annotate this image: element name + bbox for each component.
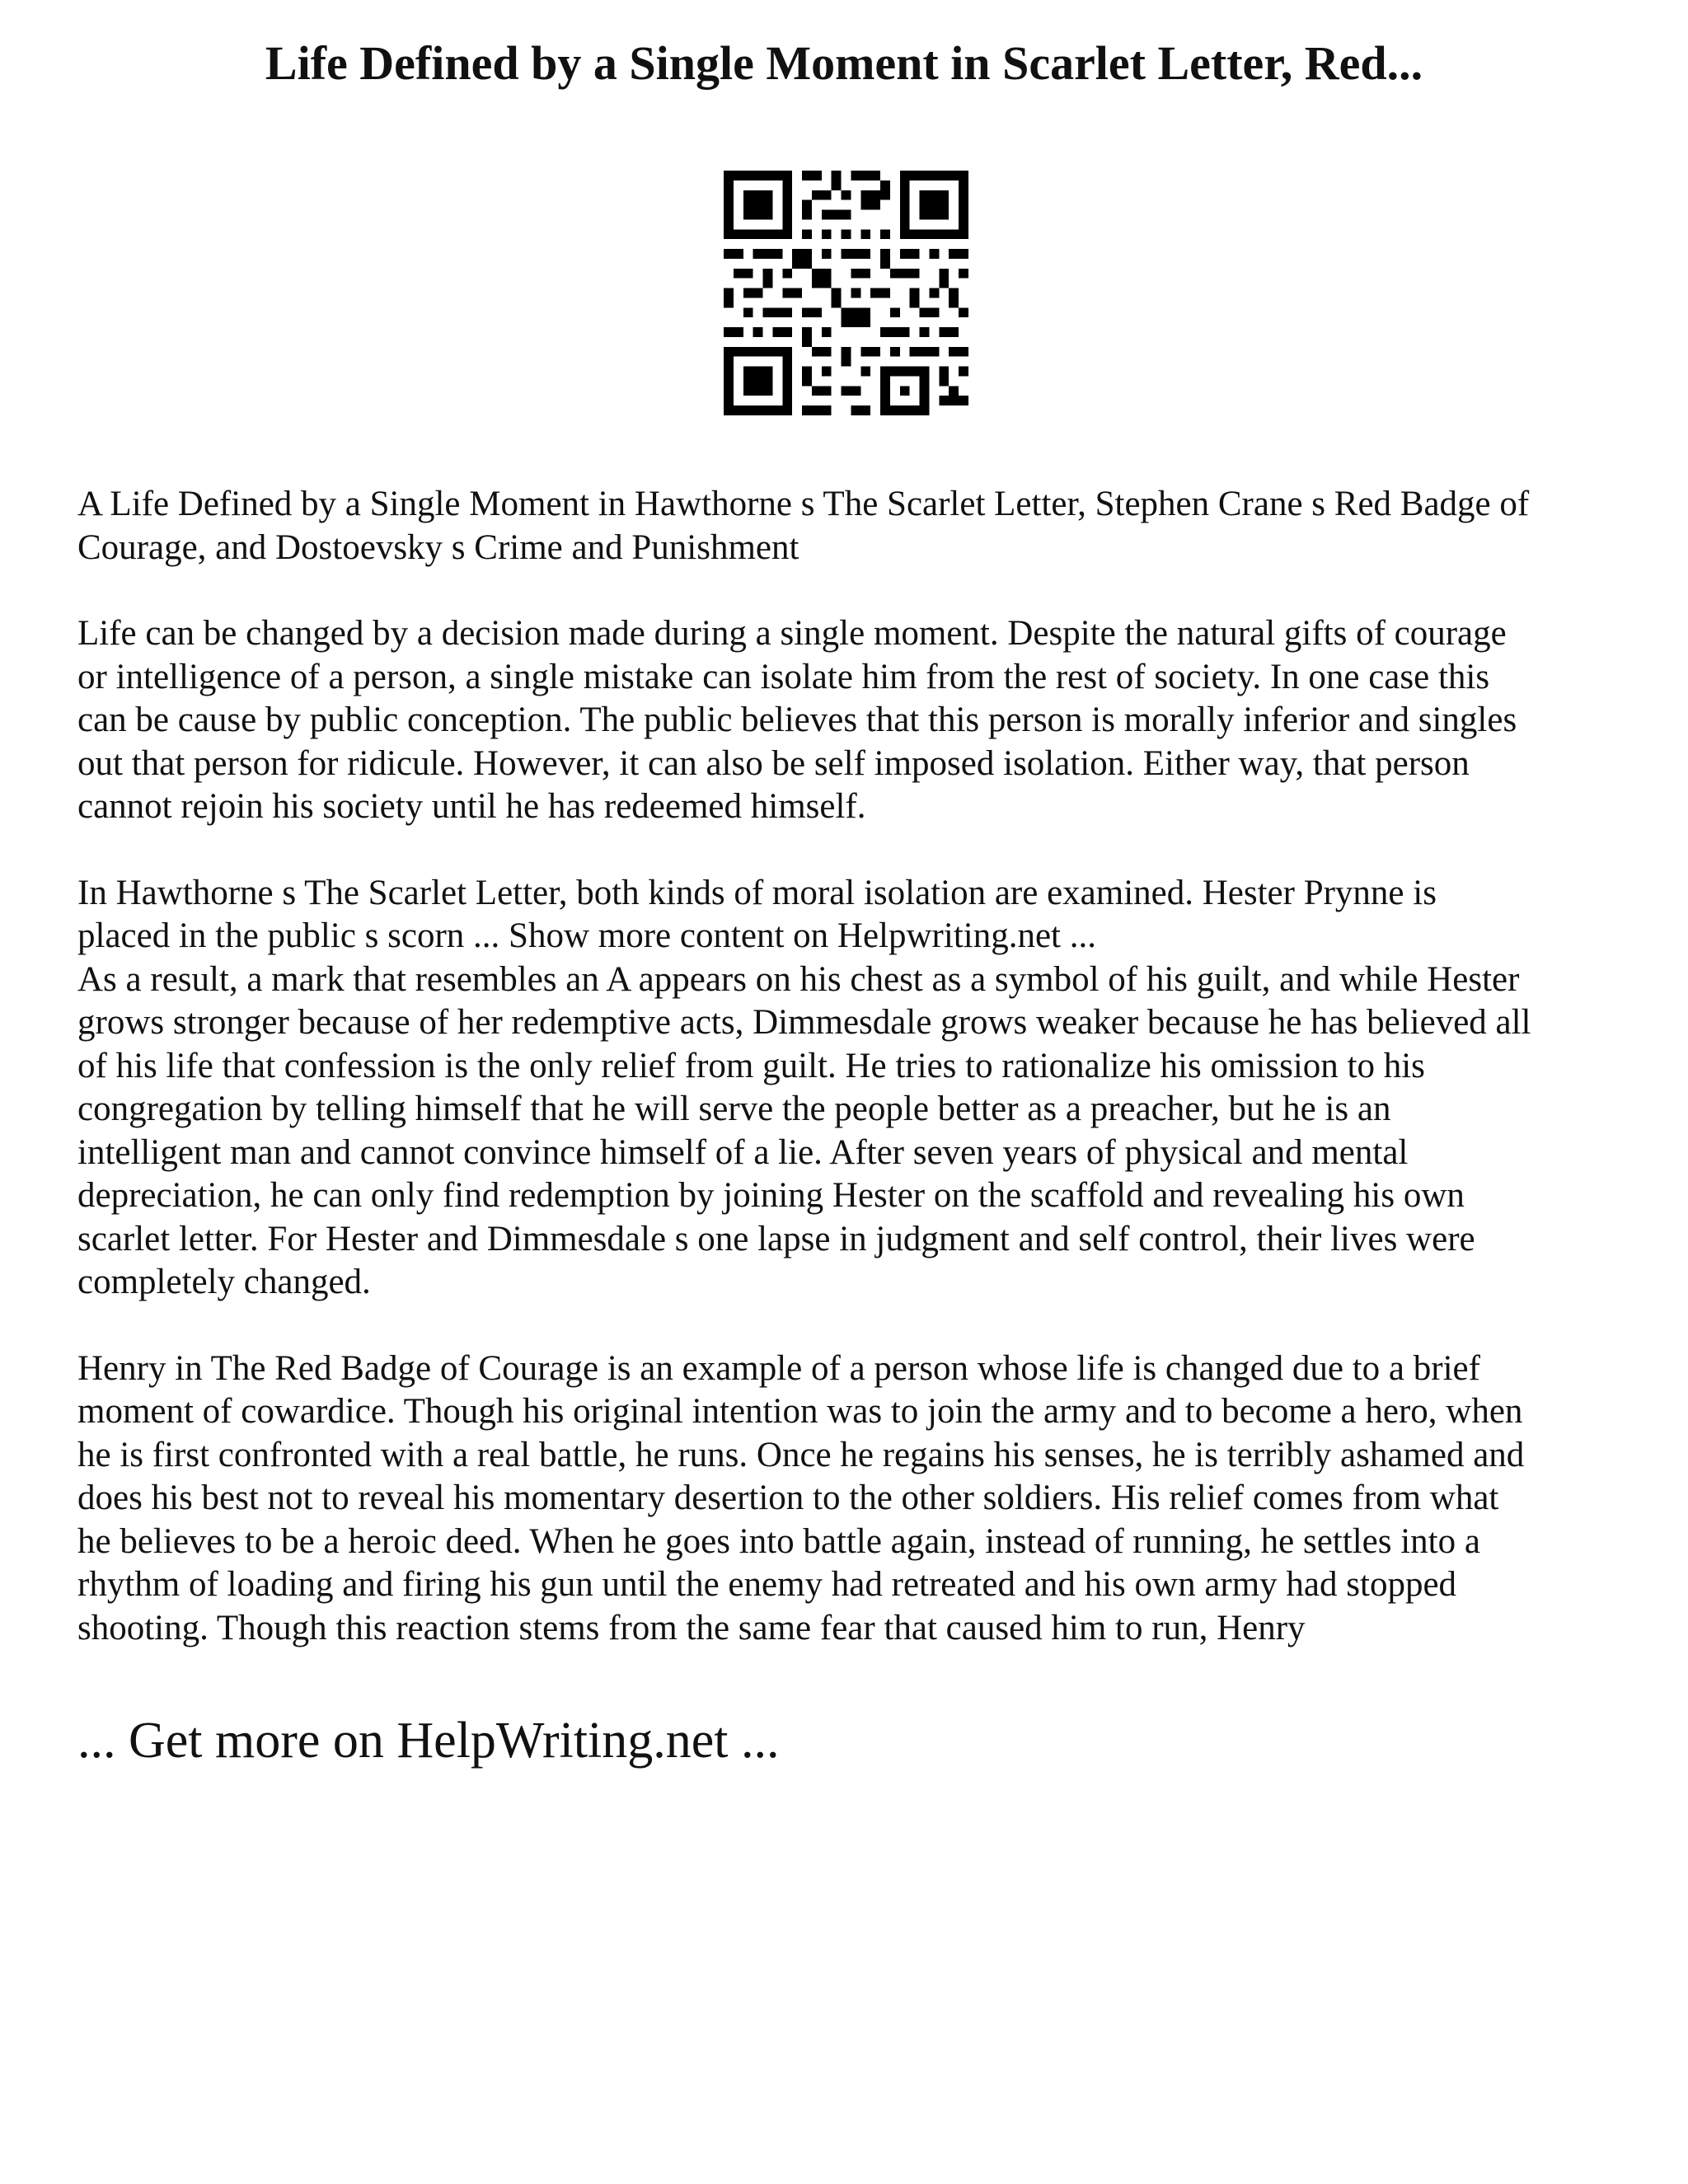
- paragraph: [77, 612, 1627, 829]
- text-line: he believes to be a heroic deed. When he goes into battle again, instead of running, he settles into a: [77, 1521, 1480, 1561]
- text-line: scarlet letter. For Hester and Dimmesdale s one lapse in judgment and self control, their lives were: [77, 1219, 1475, 1258]
- text-line: placed in the public s scorn ... Show more content on Helpwriting.net ...: [77, 916, 1096, 955]
- text-line: cannot rejoin his society until he has redeemed himself.: [77, 787, 866, 826]
- get-more-footer: ... Get more on HelpWriting.net ...: [77, 1713, 780, 1769]
- paragraph: [77, 958, 1627, 1305]
- text-line: congregation by telling himself that he will serve the people better as a preacher, but he is an: [77, 1090, 1391, 1128]
- text-line: As a result, a mark that resembles an A appears on his chest as a symbol of his guilt, and while Hester: [77, 959, 1520, 999]
- text-line: completely changed.: [77, 1263, 371, 1301]
- text-line: grows stronger because of her redemptive acts, Dimmesdale grows weaker because he has believed all: [77, 1003, 1531, 1042]
- text-line: does his best not to reveal his momentary desertion to the other soldiers. His relief comes from what: [77, 1479, 1499, 1517]
- text-line: moment of cowardice. Though his original intention was to join the army and to become a hero, when: [77, 1392, 1523, 1431]
- text-line: can be cause by public conception. The public believes that this person is morally inferior and singles: [77, 701, 1517, 739]
- paragraph: [77, 1347, 1627, 1651]
- text-line: Life can be changed by a decision made during a single moment. Despite the natural gifts of courage: [77, 614, 1507, 653]
- paragraph: [77, 872, 1627, 958]
- text-line: Henry in The Red Badge of Courage is an example of a person whose life is changed due to a brief: [77, 1348, 1480, 1388]
- text-line: In Hawthorne s The Scarlet Letter, both kinds of moral isolation are examined. Hester Prynne is: [77, 873, 1437, 912]
- text-line: rhythm of loading and firing his gun until the enemy had retreated and his own army had stopped: [77, 1565, 1457, 1604]
- paragraph-heading: [77, 483, 1627, 569]
- document-title: Life Defined by a Single Moment in Scarlet Letter, Red...: [265, 36, 1423, 90]
- text-line: A Life Defined by a Single Moment in Hawthorne s The Scarlet Letter, Stephen Crane s Red Badge of: [77, 485, 1530, 523]
- article-body: [77, 483, 1627, 1650]
- text-line: or intelligence of a person, a single mistake can isolate him from the rest of society. In one case this: [77, 657, 1490, 696]
- text-line: he is first confronted with a real battle, he runs. Once he regains his senses, he is terribly ashamed and: [77, 1435, 1525, 1474]
- text-line: out that person for ridicule. However, it can also be self imposed isolation. Either way, that person: [77, 743, 1470, 783]
- qr-code: [724, 171, 968, 415]
- text-line: of his life that confession is the only relief from guilt. He tries to rationalize his omission to his: [77, 1046, 1425, 1085]
- text-line: shooting. Though this reaction stems from the same fear that caused him to run, Henry: [77, 1608, 1306, 1647]
- text-line: depreciation, he can only find redemption by joining Hester on the scaffold and revealing his own: [77, 1176, 1465, 1215]
- text-line: Courage, and Dostoevsky s Crime and Punishment: [77, 527, 799, 567]
- text-line: intelligent man and cannot convince himself of a lie. After seven years of physical and mental: [77, 1132, 1409, 1172]
